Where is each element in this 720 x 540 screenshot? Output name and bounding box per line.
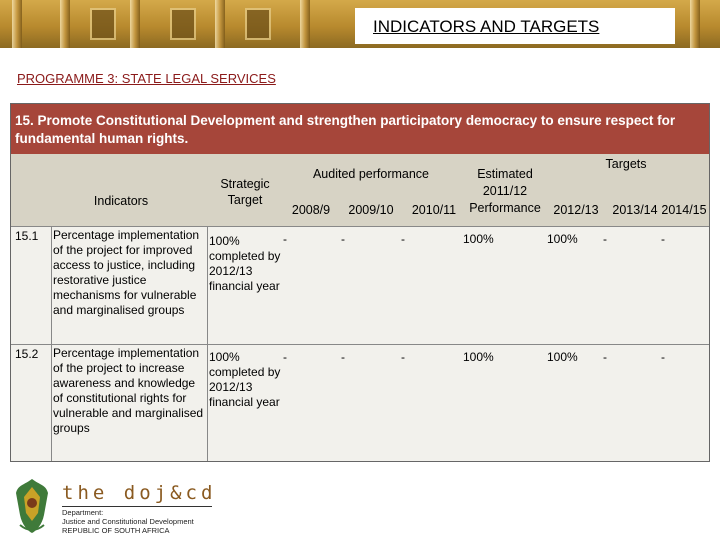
grid-line [11, 226, 709, 227]
banner-column [215, 0, 225, 48]
banner-window [170, 8, 196, 40]
brand-logo: the doj&cd [62, 482, 217, 504]
banner-column [60, 0, 70, 48]
target-2013: - [603, 350, 607, 364]
row-number: 15.2 [15, 347, 39, 361]
grid-line [11, 344, 709, 345]
estimated-value: 100% [463, 232, 494, 246]
target-2014: - [661, 232, 665, 246]
banner-window [245, 8, 271, 40]
grid-line [51, 226, 52, 461]
banner-column [690, 0, 700, 48]
col-targets: Targets [605, 157, 647, 171]
estimated-value: 100% [463, 350, 494, 364]
department-text [62, 508, 194, 535]
target-2014: - [661, 350, 665, 364]
col-2009: 2009/10 [348, 203, 394, 217]
target-2013: - [603, 232, 607, 246]
indicator-text: Percentage implementation of the project to increase awareness and knowledge of constitutional rights for vulnerable and marginalised groups [53, 346, 204, 435]
col-2012: 2012/13 [553, 203, 599, 217]
dept-line: Justice and Constitutional Development [62, 517, 194, 526]
col-2013: 2013/14 [612, 203, 658, 217]
indicators-table [10, 103, 710, 462]
dept-line: Department: [62, 508, 104, 517]
programme-label: PROGRAMME 3: STATE LEGAL SERVICES [17, 71, 276, 86]
row-number: 15.1 [15, 229, 39, 243]
page-title: INDICATORS AND TARGETS [373, 17, 600, 36]
coat-of-arms-icon [12, 475, 52, 535]
audited-2009: - [341, 350, 345, 364]
target-2012: 100% [547, 232, 578, 246]
audited-2008: - [283, 232, 287, 246]
col-indicators: Indicators [93, 194, 149, 208]
col-strategic-target: Strategic Target [220, 177, 270, 207]
target-2012: 100% [547, 350, 578, 364]
banner-column [130, 0, 140, 48]
grid-line [207, 226, 208, 461]
banner-column [12, 0, 22, 48]
banner-window [90, 8, 116, 40]
brand-divider [62, 506, 212, 507]
col-2008: 2008/9 [291, 203, 331, 217]
section-heading: 15. Promote Constitutional Development and strengthen participatory democracy to ensure respect for fundamental human rights. [11, 104, 709, 154]
strategic-target-text: 100% completed by 2012/13 financial year [209, 350, 281, 409]
title-box [355, 8, 675, 44]
audited-2010: - [401, 232, 405, 246]
audited-2008: - [283, 350, 287, 364]
strategic-target-text: 100% completed by 2012/13 financial year [209, 234, 281, 293]
col-audited-performance: Audited performance [312, 167, 430, 181]
banner-column [300, 0, 310, 48]
audited-2009: - [341, 232, 345, 246]
col-estimated-performance: Estimated 2011/12 Performance [469, 167, 541, 215]
dept-line: REPUBLIC OF SOUTH AFRICA [62, 526, 170, 535]
audited-2010: - [401, 350, 405, 364]
col-2014: 2014/15 [661, 203, 707, 217]
indicator-text: Percentage implementation of the project for improved access to justice, including restorative justice mechanisms for vulnerable and marginalised groups [53, 228, 200, 317]
col-2010: 2010/11 [411, 203, 457, 217]
